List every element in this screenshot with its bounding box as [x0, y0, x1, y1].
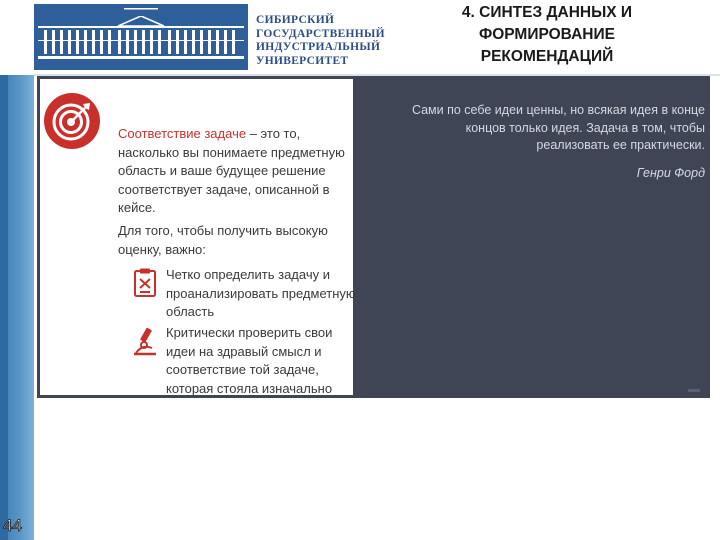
slide-content-image — [37, 76, 710, 398]
target-icon — [43, 92, 101, 150]
definition-highlight: Соответствие задаче — [118, 126, 247, 141]
microscope-icon — [132, 326, 158, 356]
building-icon — [38, 16, 244, 62]
criteria-item-1-text: Четко определить задачу и проанализировать предметную область — [166, 267, 356, 319]
definition-paragraph — [118, 125, 350, 218]
university-name-line-3: ИНДУСТРИАЛЬНЫЙ — [256, 41, 381, 53]
university-name-line-2: ГОСУДАРСТВЕННЫЙ — [256, 27, 385, 40]
university-name-line-4: УНИВЕРСИТЕТ — [256, 54, 349, 67]
checklist-icon — [132, 268, 158, 298]
definition-rest: – это то, насколько вы понимаете предметную область и ваше будущее решение соответствует задаче, описанной в кейсе. — [118, 126, 345, 215]
left-strip-edge — [0, 0, 8, 540]
slide-title-line-1: 4. СИНТЕЗ ДАННЫХ И — [461, 4, 633, 21]
slide-title-line-2: ФОРМИРОВАНИЕ — [479, 26, 615, 43]
slide-title — [402, 2, 692, 68]
quote-text: Сами по себе идеи ценны, но всякая идея в конце концов только идея. Задача в том, чтобы реализовать ее практически. — [411, 103, 705, 152]
quote-author: Генри Форд — [636, 166, 705, 180]
logo-decor-icon — [124, 6, 158, 12]
intro-paragraph: Для того, чтобы получить высокую оценку, важно: — [118, 223, 328, 257]
university-name — [256, 14, 406, 68]
left-blue-strip — [0, 0, 34, 540]
criteria-item-2-text: Критически проверить свои идеи на здравый смысл и соответствие той задаче, которая стояла изначально — [166, 325, 333, 396]
page-number: 44 — [3, 516, 22, 535]
university-logo — [34, 4, 248, 70]
slide-header — [0, 0, 720, 75]
slide-title-line-3: РЕКОМЕНДАЦИЙ — [480, 48, 614, 65]
slide-footer-mark — [688, 389, 700, 392]
criteria-card — [40, 79, 356, 396]
university-name-line-1: СИБИРСКИЙ — [256, 14, 335, 26]
